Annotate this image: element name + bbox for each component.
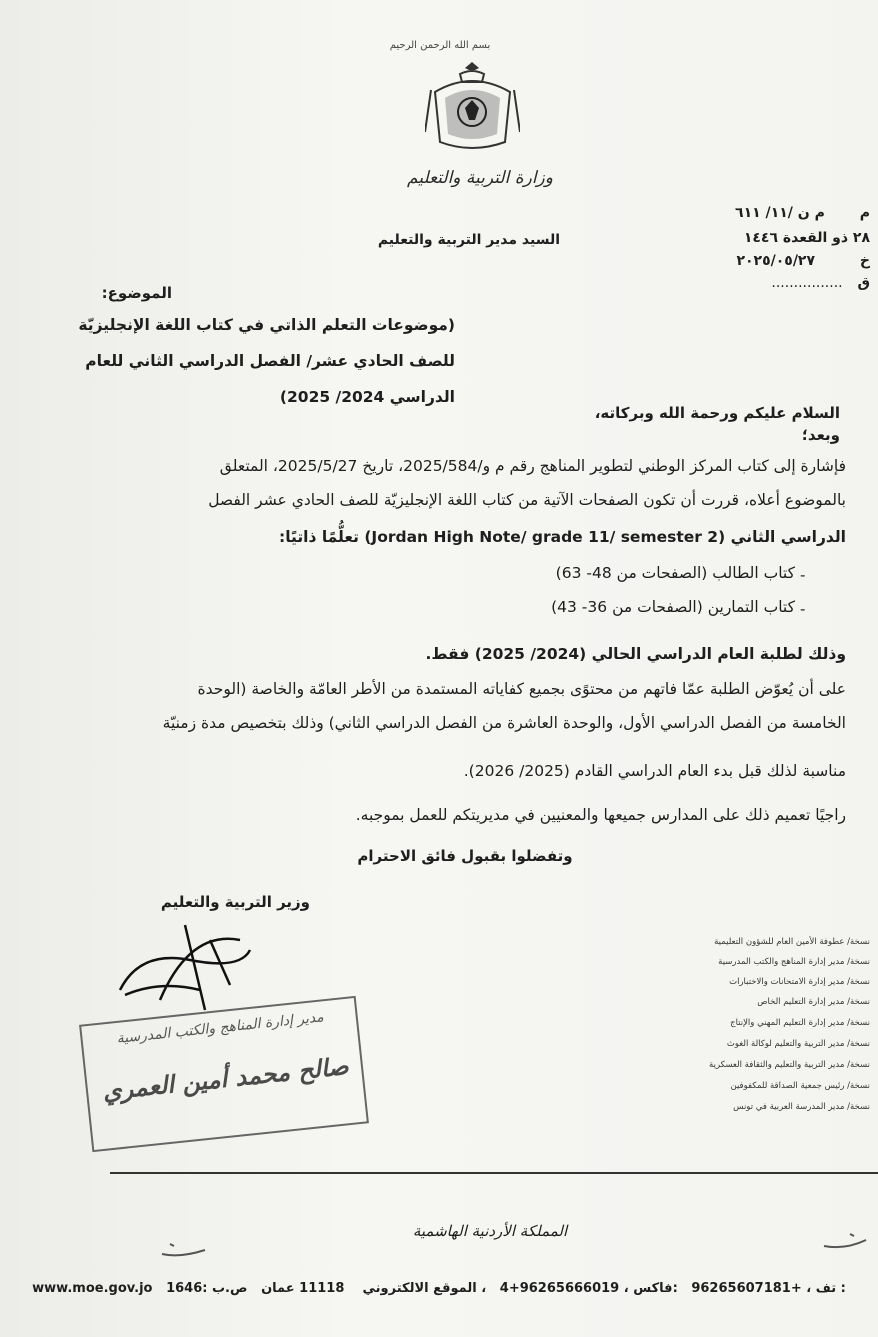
footer-phone-label: تف :	[815, 1281, 846, 1296]
stamp-name: صالح محمد أمين العمري	[101, 1051, 350, 1106]
greeting: السلام عليكم ورحمة الله وبركاته،	[594, 404, 840, 422]
footer-address: 11118 عمان	[261, 1281, 345, 1296]
subject-line: (موضوعات التعلم الذاتي في كتاب اللغة الإنجليزيّة	[78, 316, 455, 334]
footer-fax: 4+96265666019 ،	[499, 1281, 629, 1296]
ref-number-row	[640, 205, 870, 221]
subject-label: الموضوع:	[101, 284, 172, 302]
ref-attach-row	[640, 275, 870, 291]
doodle-icon	[160, 1240, 210, 1260]
ref-date-gregorian: ٢٠٢٥/٠٥/٢٧	[736, 253, 816, 269]
list-item: كتاب التمارين (الصفحات من 36- 43)	[551, 598, 795, 616]
doodle-icon	[820, 1232, 870, 1252]
footer-phone: 96265607181+ ،	[691, 1281, 812, 1296]
ref-date-hijri-row	[640, 230, 870, 246]
ref-attach-dots: ................	[771, 275, 843, 291]
paragraph-line: الخامسة من الفصل الدراسي الأول، والوحدة العاشرة من الفصل الدراسي الثاني) وذلك بتخصيص مدة زمنيّة	[162, 714, 846, 732]
cc-item: نسخة/ مدير إدارة الامتحانات والاختبارات	[729, 977, 870, 987]
cc-item: نسخة/ مدير إدارة التعليم المهني والإنتاج	[730, 1018, 870, 1028]
paragraph-line: على أن يُعوّض الطلبة عمّا فاتهم من محتوًى بجميع كفاياته المستمدة من الأطر العامّة والخاصة (الوحدة	[197, 680, 846, 698]
cc-item: نسخة/ مدير التربية والتعليم لوكالة الغوث	[726, 1039, 870, 1049]
paragraph-line: الدراسي الثاني (Jordan High Note/ grade 11/ semester 2) تعلُّمًا ذاتيًا:	[279, 528, 846, 546]
bismillah: بسم الله الرحمن الرحيم	[389, 40, 491, 51]
signer-title: وزير التربية والتعليم	[160, 893, 310, 911]
paragraph-line: بالموضوع أعلاه، قررت أن تكون الصفحات الآتية من كتاب اللغة الإنجليزيّة للصف الحادي عشر الفصل	[208, 491, 846, 509]
footer-fax-label: فاكس:	[633, 1281, 678, 1296]
signature-icon	[100, 920, 270, 1020]
paragraph-line: راجيًا تعميم ذلك على المدارس جميعها والمعنيين في مديريتكم للعمل بموجبه.	[355, 806, 846, 824]
footer-website[interactable]: www.moe.gov.jo	[32, 1281, 153, 1296]
cc-item: نسخة/ مدير المدرسة العربية في تونس	[733, 1102, 870, 1112]
cc-item: نسخة/ مدير التربية والتعليم والثقافة العسكرية	[709, 1060, 870, 1070]
coat-of-arms-icon	[425, 62, 520, 152]
stamp-title: مدير إدارة المناهج والكتب المدرسية	[115, 1009, 325, 1047]
recipient: السيد مدير التربية والتعليم	[377, 232, 560, 248]
paragraph-line: فإشارة إلى كتاب المركز الوطني لتطوير المناهج رقم م و/2025/584، تاريخ 2025/5/27، المتعلق	[219, 457, 846, 475]
ref-date-hijri: ٢٨ ذو القعدة ١٤٤٦	[743, 230, 870, 246]
footer-contact	[0, 1281, 878, 1296]
ministry-name: وزارة التربية والتعليم	[407, 168, 553, 188]
list-item: كتاب الطالب (الصفحات من 48- 63)	[555, 564, 795, 582]
ref-number-label: م	[859, 205, 870, 221]
bullet-marker: -	[800, 566, 806, 584]
current-year-note: وذلك لطلبة العام الدراسي الحالي (2024/ 2025) فقط.	[425, 645, 846, 663]
cc-item: نسخة/ عطوفة الأمين العام للشؤون التعليمية	[714, 937, 870, 947]
ref-date-label: خ	[859, 253, 870, 269]
cc-item: نسخة/ مدير إدارة التعليم الخاص	[757, 997, 870, 1007]
footer-website-label: الموقع الالكتروني	[362, 1281, 477, 1296]
greeting-continuation: وبعد؛	[801, 426, 840, 444]
kingdom-name: المملكة الأردنية الهاشمية	[412, 1222, 568, 1240]
ref-attach-label: ق	[857, 275, 870, 291]
paragraph-line: مناسبة لذلك قبل بدء العام الدراسي القادم (2025/ 2026).	[463, 762, 846, 780]
closing: وتفضلوا بقبول فائق الاحترام	[357, 847, 573, 865]
cc-item: نسخة/ مدير إدارة المناهج والكتب المدرسية	[718, 957, 870, 967]
footer-divider	[110, 1172, 878, 1174]
official-stamp	[79, 996, 369, 1152]
cc-item: نسخة/ رئيس جمعية الصداقة للمكفوفين	[730, 1081, 870, 1091]
ref-date-row	[640, 253, 870, 269]
bullet-marker: -	[800, 600, 806, 618]
subject-line: للصف الحادي عشر/ الفصل الدراسي الثاني للعام	[85, 352, 455, 370]
ref-number: م ن /١١/ ٦١١	[735, 205, 825, 221]
subject-line: الدراسي 2024/ 2025)	[279, 388, 455, 406]
footer-pobox: ص.ب :1646 ،	[166, 1281, 487, 1296]
